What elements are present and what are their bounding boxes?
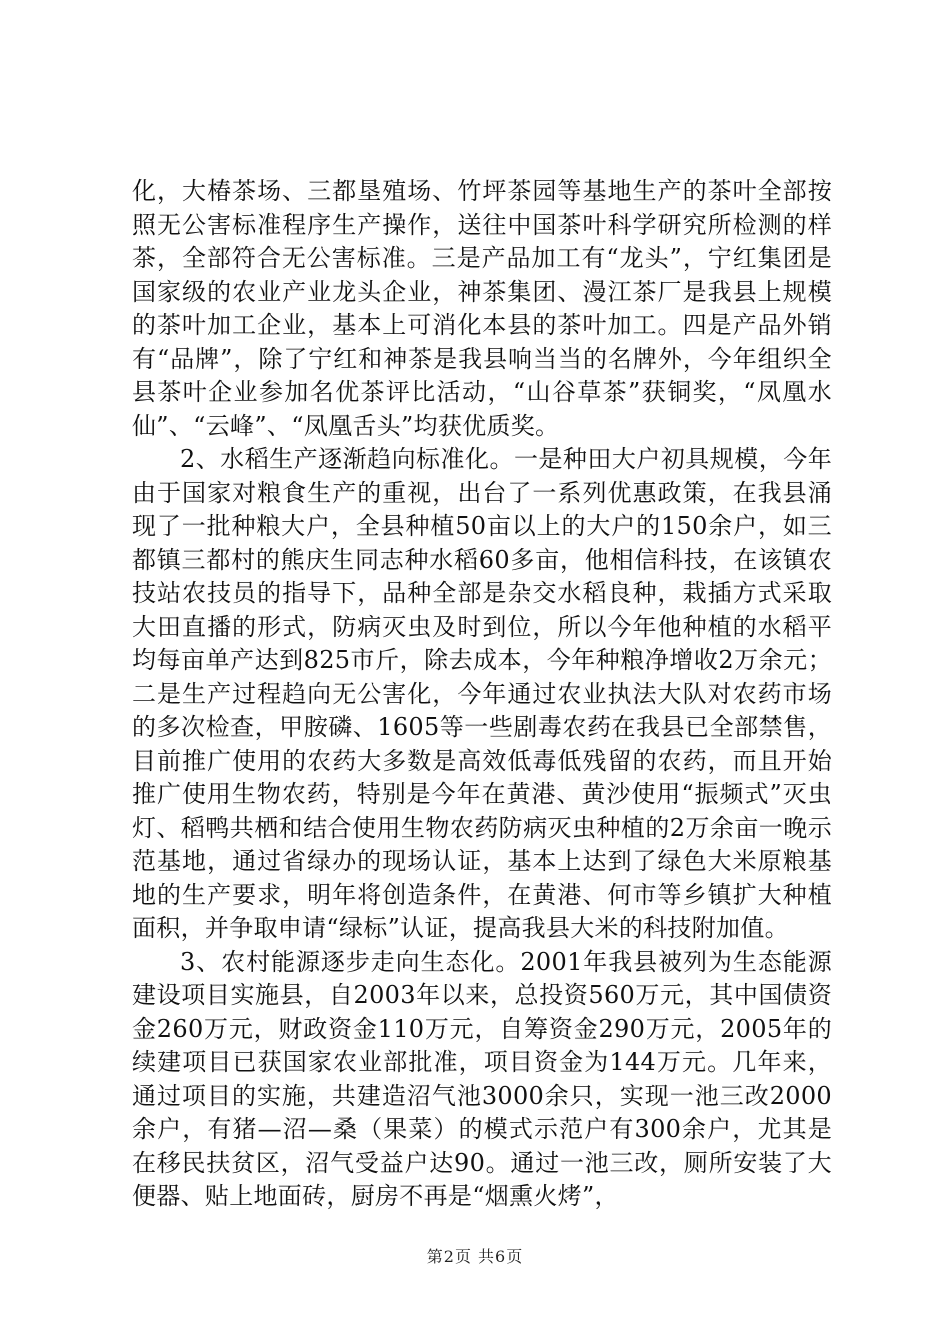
paragraph-continued: 化，大椿茶场、三都垦殖场、竹坪茶园等基地生产的茶叶全部按照无公害标准程序生产操作，送往中国茶叶科学研究所检测的样茶，全部符合无公害标准。三是产品加工有“龙头”，宁红集团是国家级的农业产业龙头企业，神茶集团、漫江茶厂是我县上规模的茶叶加工企业，基本上可消化本县的茶叶加工。四是产品外销有“品牌”，除了宁红和神茶是我县响当当的名牌外，今年组织全县茶叶企业参加名优茶评比活动，“山谷草茶”获铜奖，“凤凰水仙”、“云峰”、“凤凰舌头”均获优质奖。 bbox=[132, 177, 832, 440]
paragraph-rice-production: 2、水稻生产逐渐趋向标准化。一是种田大户初具规模，今年由于国家对粮食生产的重视，出台了一系列优惠政策，在我县涌现了一批种粮大户，全县种植50亩以上的大户的150余户，如三都镇三都村的熊庆生同志种水稻60多亩，他相信科技，在该镇农技站农技员的指导下，品种全部是杂交水稻良种，栽插方式采取大田直播的形式，防病灭虫及时到位，所以今年他种植的水稻平均每亩单产达到825市斤，除去成本，今年种粮净增收2万余元；二是生产过程趋向无公害化，今年通过农业执法大队对农药市场的多次检查，甲胺磷、1605等一些剧毒农药在我县已全部禁售，目前推广使用的农药大多数是高效低毒低残留的农药，而且开始推广使用生物农药，特别是今年在黄港、黄沙使用“振频式”灭虫灯、稻鸭共栖和结合使用生物农药防病灭虫种植的2万余亩一晚示范基地，通过省绿办的现场认证，基本上达到了绿色大米原粮基地的生产要求，明年将创造条件，在黄港、何市等乡镇扩大种植面积，并争取申请“绿标”认证，提高我县大米的科技附加值。 bbox=[132, 445, 832, 942]
page-number-footer: 第2页 共6页 bbox=[426, 1247, 524, 1266]
paragraph-rural-energy: 3、农村能源逐步走向生态化。2001年我县被列为生态能源建设项目实施县，自2003年以来，总投资560万元，其中国债资金260万元，财政资金110万元，自筹资金290万元，2005年的续建项目已获国家农业部批准，项目资金为144万元。几年来，通过项目的实施，共建造沼气池3000余只，实现一池三改2000余户，有猪—沼—桑（果菜）的模式示范户有300余户，尤其是在移民扶贫区，沼气受益户达90。通过一池三改，厕所安装了大便器、贴上地面砖，厨房不再是“烟熏火烤”， bbox=[132, 947, 832, 1210]
document-body bbox=[132, 175, 832, 1214]
